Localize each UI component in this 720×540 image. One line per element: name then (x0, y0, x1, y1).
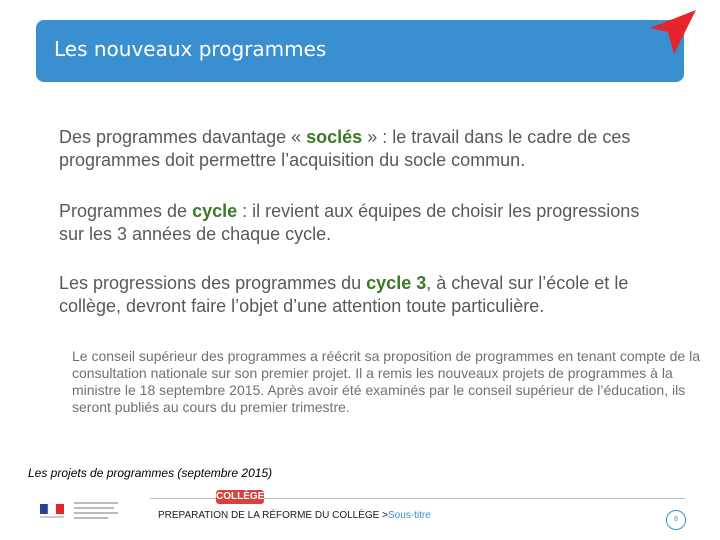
paragraph-cycle: Programmes de cycle : il revient aux équipes de choisir les progressions sur les 3 années de chaque cycle. (59, 201, 640, 244)
republique-francaise-logo-icon (28, 498, 128, 524)
note-paragraph: Le conseil supérieur des programmes a réécrit sa proposition de programmes en tenant compte de la consultation nationale sur son premier projet. Il a remis les nouveaux projets de programmes à la ministre le 18 septembre 2015. Après avoir été examinés par le conseil supérieur de l’éducation, ils seront publiés au cours du premier trimestre. (72, 348, 700, 415)
footer-text: PREPARATION DE LA RÉFORME DU COLLÈGE >Sous-titre (158, 510, 431, 521)
arrow-logo-icon (646, 8, 698, 58)
footer-subtitle-link[interactable]: Sous-titre (387, 510, 431, 521)
page-number: 8 (666, 510, 686, 530)
paragraph-socles: Des programmes davantage « soclés » : le travail dans le cadre de ces programmes doit permettre l’acquisition du socle commun. (59, 127, 631, 170)
highlight-cycle: cycle (192, 201, 238, 221)
paragraph-cycle3: Les progressions des programmes du cycle 3, à cheval sur l’école et le collège, devront faire l’objet d’une attention toute particulière. (59, 273, 629, 316)
title-bar (36, 20, 684, 82)
highlight-socles: soclés (306, 127, 363, 147)
highlight-cycle3: cycle 3 (366, 273, 427, 293)
page-title: Les nouveaux programmes (54, 37, 327, 61)
slide-subtitle: Les projets de programmes (septembre 2015) (28, 466, 273, 480)
college-badge: COLLÈGE (216, 491, 265, 502)
